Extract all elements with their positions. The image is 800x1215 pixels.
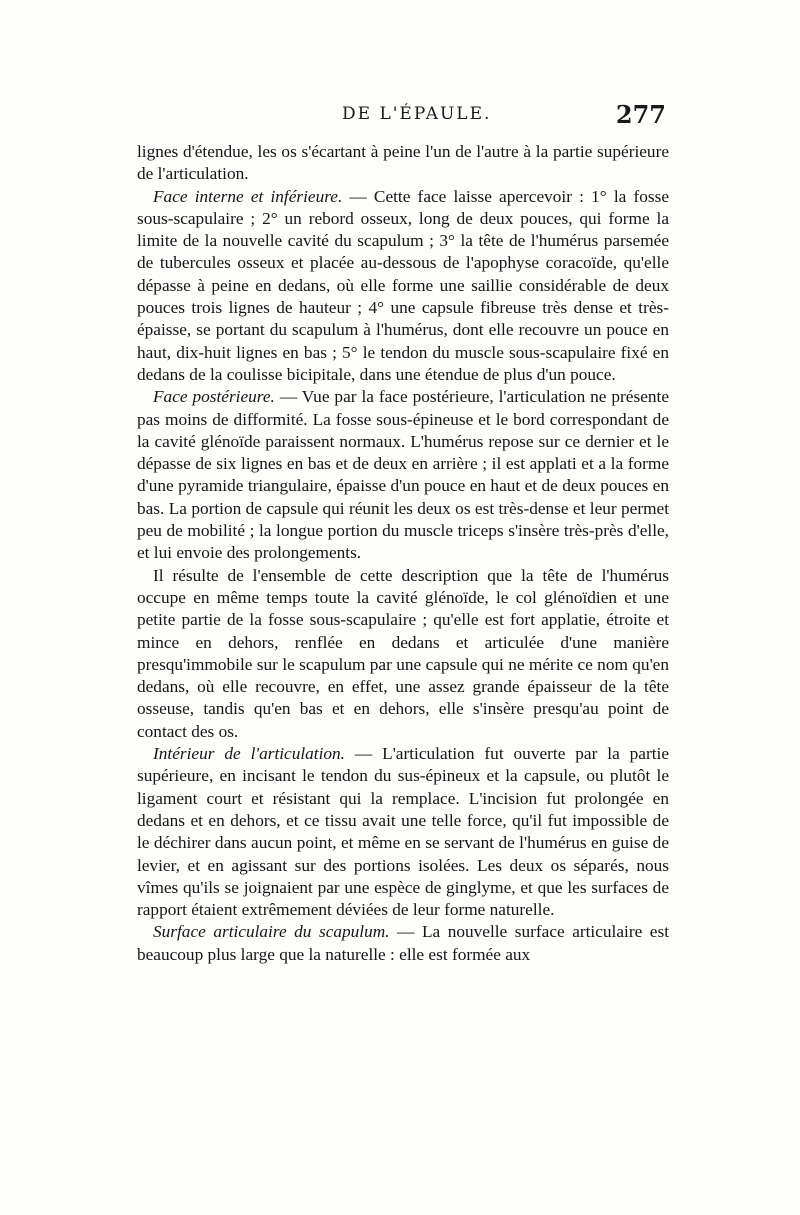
body-text (137, 141, 669, 966)
paragraph-face-interne (137, 186, 669, 387)
section-heading-interieur: Intérieur de l'articulation. (153, 744, 346, 764)
paragraph-text: Il résulte de l'ensemble de cette description que la tête de l'humérus occupe en même temps toute la cavité glénoïde, le col glénoïdien et une petite partie de la fosse sous-scapulaire ; qu'elle est fort applatie, étroite et mince en dehors, renflée en dedans et articulée d'une manière presqu'immobile sur le scapulum par une capsule qui ne mérite ce nom qu'en dedans, où elle recouvre, en effet, une assez grande épaisseur de la tête osseuse, tandis qu'en bas et en dehors, elle s'insère presqu'au point de contact des os. (137, 565, 669, 741)
paragraph-text: — Vue par la face postérieure, l'articulation ne présente pas moins de difformité. La fosse sous-épineuse et le bord correspondant de la cavité glénoïde paraissent normaux. L'humérus repose sur ce dernier et le dépasse de six lignes en bas et de deux en arrière ; il est applati et a la forme d'une pyramide triangulaire, épaisse d'un pouce en haut et de deux pouces en bas. La portion de capsule qui réunit les deux os est très-dense et leur permet peu de mobilité ; la longue portion du muscle triceps s'insère très-près d'elle, et lui envoie des prolongements. (137, 387, 669, 563)
paragraph-text: lignes d'étendue, les os s'écartant à peine l'un de l'autre à la partie supérieure de l'articulation. (137, 142, 669, 184)
section-heading-face-posterieure: Face postérieure. (153, 387, 275, 407)
paragraph-text: — Cette face laisse apercevoir : 1° la fosse sous-scapulaire ; 2° un rebord osseux, long de deux pouces, qui forme la limite de la nouvelle cavité du scapulum ; 3° la tête de l'humérus parsemée de tubercules osseux et placée au-dessous de l'apophyse coracoïde, qu'elle dépasse à peine en dedans, où elle forme une saillie considérable de deux pouces trois lignes de hauteur ; 4° une capsule fibreuse très dense et très-épaisse, se portant du scapulum à l'humérus, dont elle recouvre un pouce en haut, dix-huit lignes en bas ; 5° le tendon du muscle sous-scapulaire fixé en dedans de la coulisse bicipitale, dans une étendue de plus d'un pouce. (137, 186, 669, 384)
paragraph-text: — La nouvelle surface articulaire est beaucoup plus large que la naturelle : elle est formée aux (137, 922, 669, 964)
section-heading-surface-articulaire: Surface articulaire du scapulum. (153, 922, 390, 942)
paragraph-continuation (137, 141, 669, 186)
paragraph-interieur (137, 743, 669, 921)
page-number: 277 (615, 100, 666, 129)
paragraph-face-posterieure (137, 386, 669, 564)
section-heading-face-interne: Face interne et inférieure. (153, 186, 343, 206)
paragraph-conclusion (137, 565, 669, 743)
paragraph-text: — L'articulation fut ouverte par la partie supérieure, en incisant le tendon du sus-épineux et la capsule, ou plutôt le ligament court et résistant qui la remplace. L'incision fut prolongée en dedans et en dehors, et ce tissu avait une telle force, qu'il fut impossible de le déchirer dans aucun point, et même en se servant de l'humérus en guise de levier, et en agissant sur des portions isolées. Les deux os séparés, nous vîmes qu'ils se joignaient par une espèce de ginglyme, et que les surfaces de rapport étaient extrêmement déviées de leur forme naturelle. (137, 744, 669, 920)
paragraph-surface-articulaire (137, 921, 669, 966)
running-head (146, 100, 666, 132)
running-title: DE L'ÉPAULE. (342, 104, 492, 124)
